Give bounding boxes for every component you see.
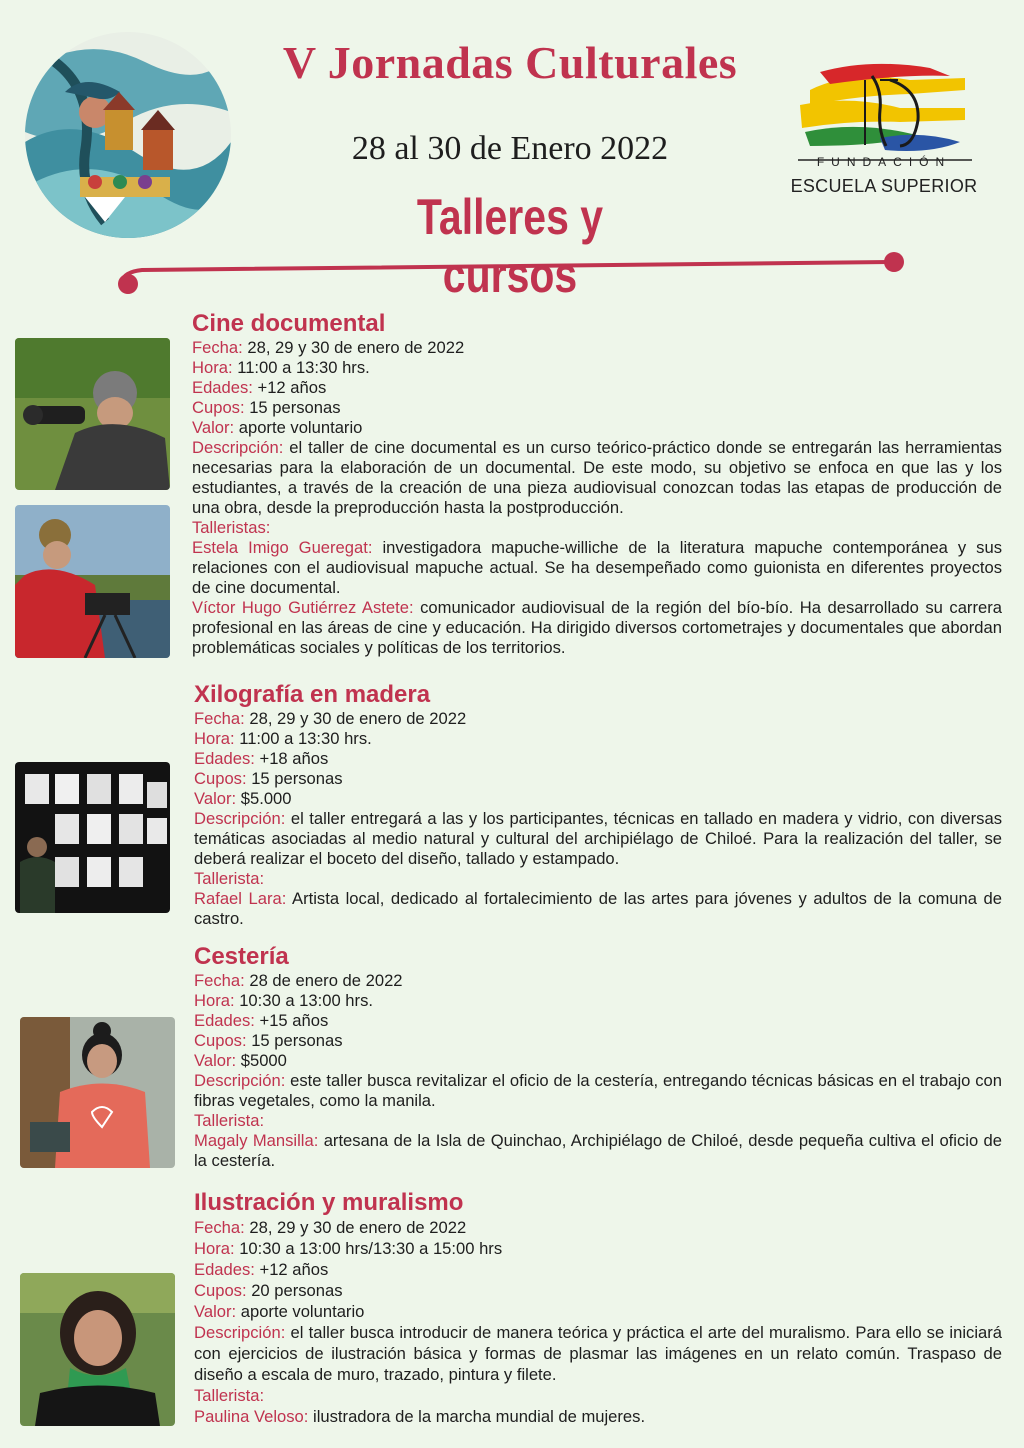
edades-line: Edades: +15 años (194, 1011, 329, 1030)
page-subtitle: Talleres y cursos (416, 189, 604, 303)
logo-line1: FUNDACIÓN (816, 155, 952, 169)
edades-line: Edades: +12 años (194, 1260, 329, 1279)
cupos-line: Cupos: 15 personas (192, 398, 341, 417)
section-title: Cestería (194, 943, 289, 970)
valor-line: Valor: $5000 (194, 1051, 287, 1070)
cupos-line: Cupos: 20 personas (194, 1281, 343, 1300)
tallerista-1: Paulina Veloso: ilustradora de la marcha mundial de mujeres. (194, 1407, 646, 1426)
tallerista-1: Rafael Lara: Artista local, dedicado al fortalecimiento de las artes para jóvenes y adultos de la comuna de castro. (194, 889, 1003, 928)
hora-line: Hora: 10:30 a 13:00 hrs. (194, 991, 373, 1010)
cupos-line: Cupos: 15 personas (194, 769, 343, 788)
hora-line: Hora: 10:30 a 13:00 hrs/13:30 a 15:00 hrs (194, 1239, 503, 1258)
photo-xilografia (15, 762, 170, 913)
page-title: V Jornadas Culturales (282, 37, 738, 88)
valor-line: Valor: aporte voluntario (192, 418, 363, 437)
descripcion: Descripción: el taller entregará a las y los participantes, técnicas en tallado en madera y vidrio, con diversas temáticas asociadas al medio natural y cultural del archipiélago de Chiloé. Para la realización del taller, se deberá realizar el boceto del diseño, tallado y estampado. (194, 809, 1002, 868)
valor-line: Valor: $5.000 (194, 789, 292, 808)
tallerista-label: Tallerista: (194, 1111, 265, 1130)
logo-line2: ESCUELA SUPERIOR (790, 176, 978, 196)
tallerista-label: Tallerista: (194, 869, 265, 888)
hora-line: Hora: 11:00 a 13:30 hrs. (192, 358, 370, 377)
event-dates: 28 al 30 de Enero 2022 (351, 130, 669, 167)
edades-line: Edades: +18 años (194, 749, 329, 768)
fecha-line: Fecha: 28 de enero de 2022 (194, 971, 403, 990)
section-cesteria (194, 943, 1002, 1171)
descripcion: Descripción: el taller busca introducir de manera teórica y práctica el arte del muralismo. Para ello se iniciará con ejercicios de ilustración básica y formas de plasmar las imágenes en un relato común. Traspaso de diseño a escala de muro, trazado, pintura y filete. (194, 1323, 1002, 1384)
fecha-line: Fecha: 28, 29 y 30 de enero de 2022 (194, 1218, 467, 1237)
fecha-line: Fecha: 28, 29 y 30 de enero de 2022 (194, 709, 467, 728)
section-cine-documental (192, 310, 1002, 658)
photo-cine-1 (15, 338, 170, 490)
festival-emblem (25, 32, 231, 238)
header-divider (112, 250, 912, 296)
hora-line: Hora: 11:00 a 13:30 hrs. (194, 729, 372, 748)
edades-line: Edades: +12 años (192, 378, 327, 397)
photo-cesteria (20, 1017, 175, 1168)
tallerista-2: Víctor Hugo Gutiérrez Astete: comunicador audiovisual de la región del bío-bío. Ha desarrollado su carrera profesional en las áreas de cine y educación. Ha dirigido diversos cortometrajes y documentales que abordan problemáticas sociales y políticas de los territorios. (192, 598, 1002, 657)
section-title: Ilustración y muralismo (194, 1189, 464, 1216)
fecha-line: Fecha: 28, 29 y 30 de enero de 2022 (192, 338, 465, 357)
tallerista-1: Estela Imigo Gueregat: investigadora mapuche-williche de la literatura mapuche contemporánea y sus relaciones con el audiovisual mapuche actual. Se ha desempeñado como guionista en diferentes proyectos de cine documental. (192, 538, 1002, 597)
talleristas-label: Talleristas: (192, 518, 271, 537)
descripcion: Descripción: este taller busca revitalizar el oficio de la cestería, entregando técnicas básicas en el trabajo con fibras vegetales, como la manila. (194, 1071, 1002, 1110)
tallerista-1: Magaly Mansilla: artesana de la Isla de Quinchao, Archipiélago de Chiloé, desde pequeña cultiva el oficio de la cestería. (194, 1131, 1002, 1170)
section-xilografia (194, 681, 1002, 929)
valor-line: Valor: aporte voluntario (194, 1302, 365, 1321)
cupos-line: Cupos: 15 personas (194, 1031, 343, 1050)
photo-ilustracion (20, 1273, 175, 1426)
tallerista-label: Tallerista: (194, 1386, 265, 1405)
section-ilustracion (194, 1189, 1002, 1427)
section-title: Cine documental (192, 310, 386, 337)
photo-cine-2 (15, 505, 170, 658)
descripcion: Descripción: el taller de cine documental es un curso teórico-práctico donde se entregarán las herramientas necesarias para la elaboración de un documental. De este modo, su objetivo se enfoca en que las y los estudiantes, a través de la creación de una pieza audiovisual conozcan todas las etapas de producción de una obra, desde la preproducción hasta la postproducción. (192, 438, 1002, 517)
section-title: Xilografía en madera (194, 681, 431, 708)
